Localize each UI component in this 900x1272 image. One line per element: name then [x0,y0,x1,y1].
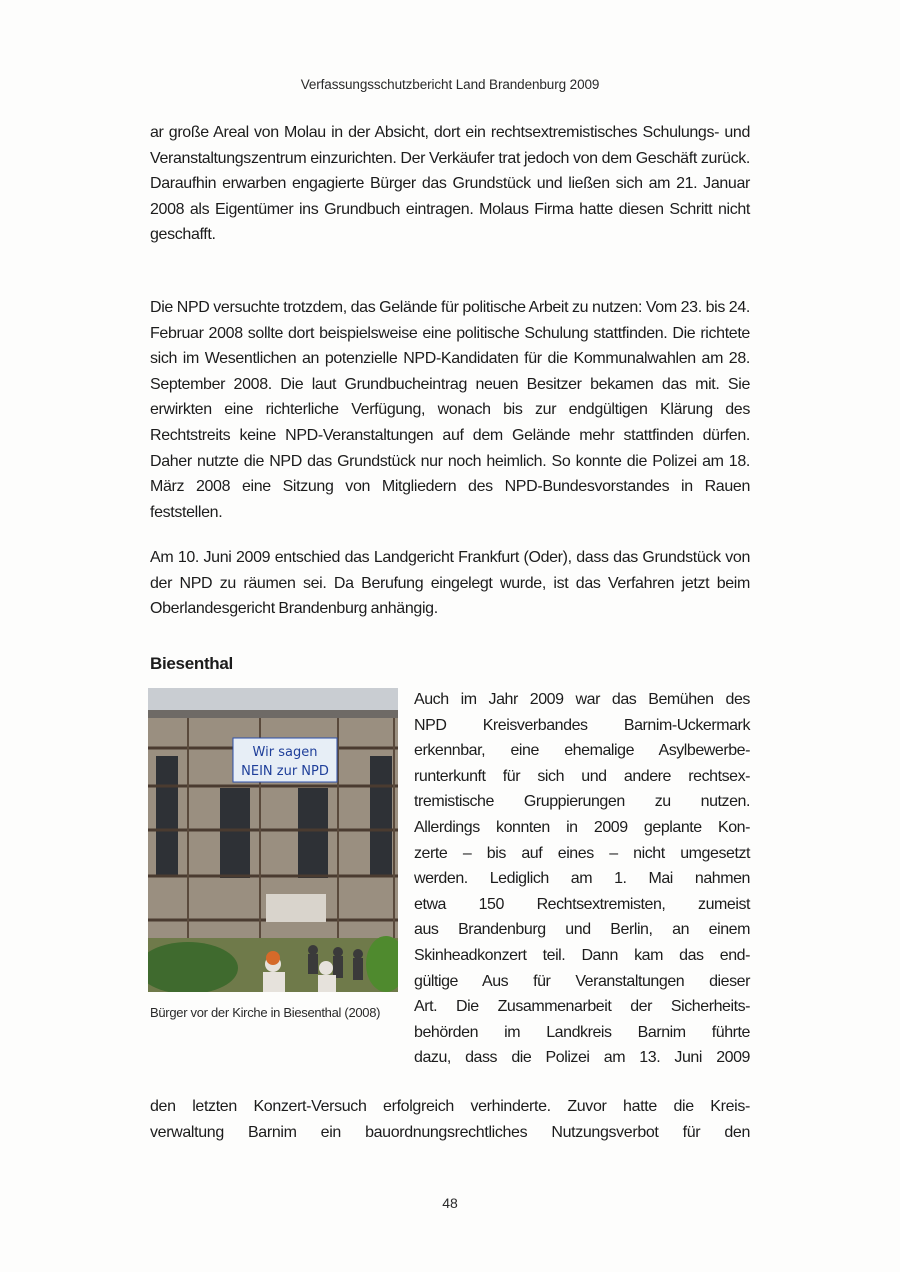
paragraph-npd-usage: Die NPD versuchte trotzdem, das Gelände für politische Arbeit zu nutzen: Vom 23. bis 24. Februar 2008 sollte dort beispielsweise eine politische Schulung stattfinden. Die richtete sich im Wesentlichen an potenzielle NPD-Kandidaten für die Kommunalwahlen am 28. September 2008. Die laut Grundbucheintrag neuen Besitzer bekamen das mit. Sie erwirkten eine richterliche Verfügung, wonach bis zur endgültigen Klärung des Rechtstreits keine NPD-Veranstaltungen auf dem Gelände mehr stattfinden dürfen. Daher nutzte die NPD das Grundstück nur noch heimlich. So konnte die Polizei am 18. März 2008 eine Sitzung von Mitgliedern des NPD-Bundesvorstandes in Rauen feststellen. [150,299,750,521]
text-line: runterkunft für sich und andere rechtsex- [414,767,750,785]
running-header: Verfassungsschutzbericht Land Brandenburg 2009 [300,77,600,92]
paragraph-court-ruling: Am 10. Juni 2009 entschied das Landgericht Frankfurt (Oder), dass das Grundstück von der NPD zu räumen sei. Da Berufung eingelegt wurde, ist das Verfahren jetzt beim Oberlandesgericht Brandenburg anhängig. [150,549,750,618]
text-line: werden. Lediglich am 1. Mai nahmen [414,870,750,888]
paragraph-molau: ar große Areal von Molau in der Absicht, dort ein rechtsextremistisches Schulungs- und Veranstaltungszentrum einzurichten. Der Verkäufer trat jedoch von dem Geschäft zurück. Daraufhin erwarben engagierte Bürger das Grundstück und ließen sich am 21. Januar 2008 als Eigentümer ins Grundbuch eintragen. Molaus Firma hatte diesen Schritt nicht geschafft. [150,124,750,244]
text-line: tremistische Gruppierungen zu nutzen. [414,793,750,811]
text-line: behörden im Landkreis Barnim führte [414,1023,750,1041]
text-line: Allerdings konnten in 2009 geplante Kon- [414,818,750,836]
page-number: 48 [442,1195,458,1211]
text-line: Art. Die Zusammenarbeit der Sicherheits- [414,998,750,1016]
text-line: dazu, dass die Polizei am 13. Juni 2009 [414,1049,750,1067]
text-line: aus Brandenburg und Berlin, an einem [414,921,750,939]
section-heading-biesenthal: Biesenthal [150,654,233,673]
text-line: etwa 150 Rechtsextremisten, zumeist [414,895,750,913]
text-line: gültige Aus für Veranstaltungen dieser [414,972,750,990]
church-photo [148,688,398,992]
text-line: Auch im Jahr 2009 war das Bemühen des [414,691,750,708]
photo-caption: Bürger vor der Kirche in Biesenthal (2008) [150,1005,381,1020]
continuation-text [150,1094,750,1145]
text-line: NPD Kreisverbandes Barnim-Uckermark [414,716,750,734]
text-line: Skinheadkonzert teil. Dann kam das end- [414,946,750,964]
banner-text-line1: Wir sagen [252,745,318,760]
text-line: erkennbar, eine ehemalige Asylbewerbe- [414,742,750,760]
banner-text-line2: NEIN zur NPD [241,764,329,779]
side-column-text [414,687,750,1071]
text-line: den letzten Konzert-Versuch erfolgreich verhinderte. Zuvor hatte die Kreis- [150,1098,750,1115]
text-line: zerte – bis auf eines – nicht umgesetzt [414,844,750,862]
text-line: verwaltung Barnim ein bauordnungsrechtliches Nutzungsverbot für den [150,1123,750,1141]
